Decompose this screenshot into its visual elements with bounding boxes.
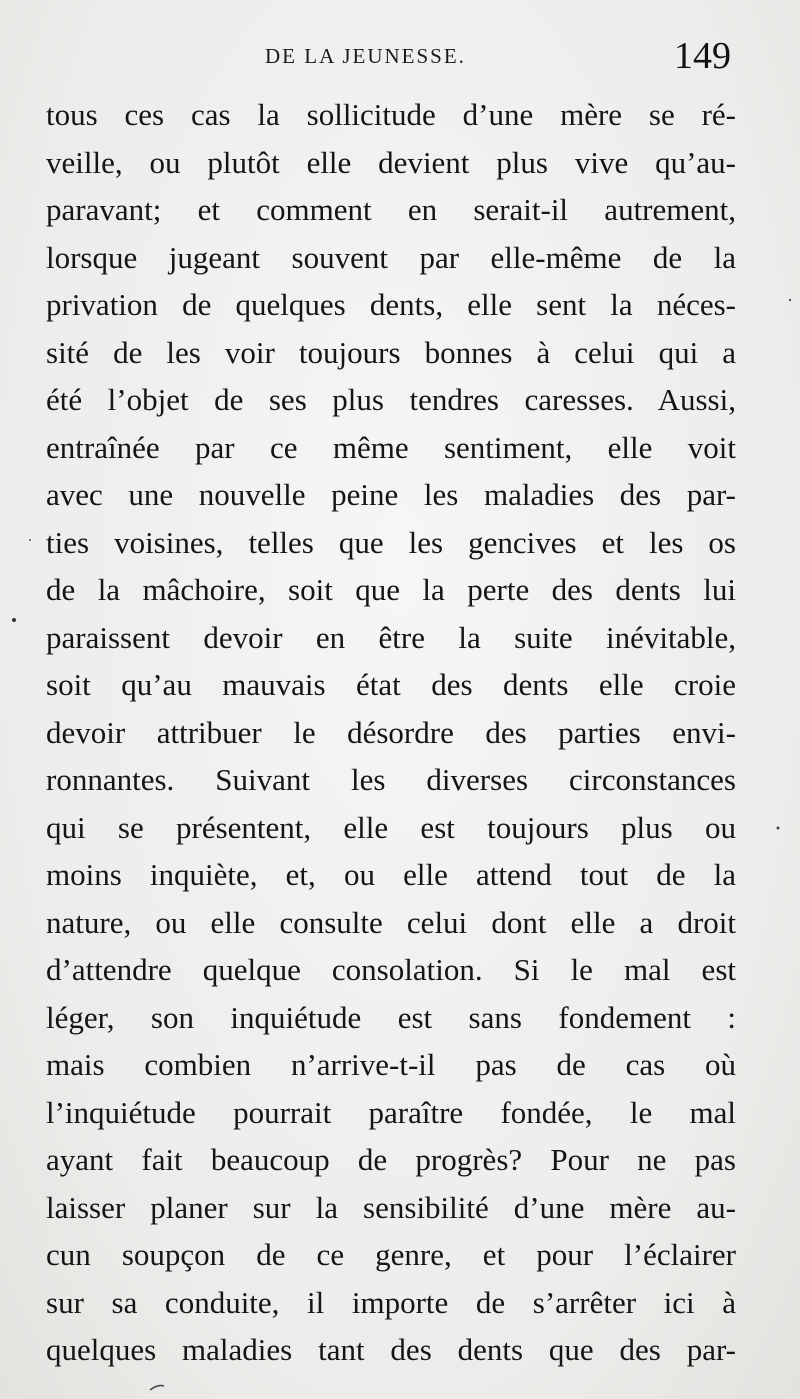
speck <box>150 1386 164 1391</box>
text-line: mais combien n’arrive-t-il pas de cas où <box>46 1047 736 1082</box>
text-line: sité de les voir toujours bonnes à celui qui a <box>46 334 736 370</box>
running-head: DE LA JEUNESSE. <box>265 44 466 68</box>
text-line: veille, ou plutôt elle devient plus vive qu’au- <box>46 144 736 180</box>
text-line: sur sa conduite, il importe de s’arrêter ici à <box>46 1284 736 1320</box>
speck <box>29 539 31 541</box>
text-line: paravant; et comment en serait-il autrement, <box>46 192 736 227</box>
text-line: cun soupçon de ce genre, et pour l’éclairer <box>46 1237 736 1272</box>
speck <box>789 299 791 301</box>
speck <box>12 618 16 622</box>
text-line: d’attendre quelque consolation. Si le mal est <box>46 952 736 987</box>
page-number: 149 <box>674 35 731 77</box>
text-line: tous ces cas la sollicitude d’une mère se ré- <box>46 97 736 132</box>
page-header <box>0 35 800 78</box>
text-line: l’inquiétude pourrait paraître fondée, le mal <box>46 1094 736 1130</box>
text-line: ayant fait beaucoup de progrès? Pour ne pas <box>46 1142 736 1177</box>
text-line: devoir attribuer le désordre des parties envi- <box>46 714 736 750</box>
text-line: léger, son inquiétude est sans fondement : <box>46 999 736 1035</box>
text-line: nature, ou elle consulte celui dont elle a droit <box>46 904 736 940</box>
text-line: soit qu’au mauvais état des dents elle croie <box>46 667 736 702</box>
speck <box>777 827 780 830</box>
text-line: privation de quelques dents, elle sent la néces- <box>46 287 736 322</box>
text-line: ronnantes. Suivant les diverses circonstances <box>46 762 736 797</box>
text-line: quelques maladies tant des dents que des par- <box>46 1332 736 1367</box>
text-line: paraissent devoir en être la suite inévitable, <box>46 619 736 655</box>
text-line: de la mâchoire, soit que la perte des dents lui <box>46 572 736 607</box>
text-line: avec une nouvelle peine les maladies des par- <box>46 477 736 512</box>
text-line: qui se présentent, elle est toujours plus ou <box>46 809 736 845</box>
text-line: ties voisines, telles que les gencives et les os <box>46 524 736 560</box>
text-line: été l’objet de ses plus tendres caresses. Aussi, <box>46 382 736 417</box>
text-line: moins inquiète, et, ou elle attend tout de la <box>46 857 736 892</box>
text-line: lorsque jugeant souvent par elle-même de la <box>46 239 736 275</box>
text-line: laisser planer sur la sensibilité d’une mère au- <box>46 1189 736 1225</box>
body-text <box>46 91 736 1374</box>
text-line: entraînée par ce même sentiment, elle voit <box>46 429 736 465</box>
